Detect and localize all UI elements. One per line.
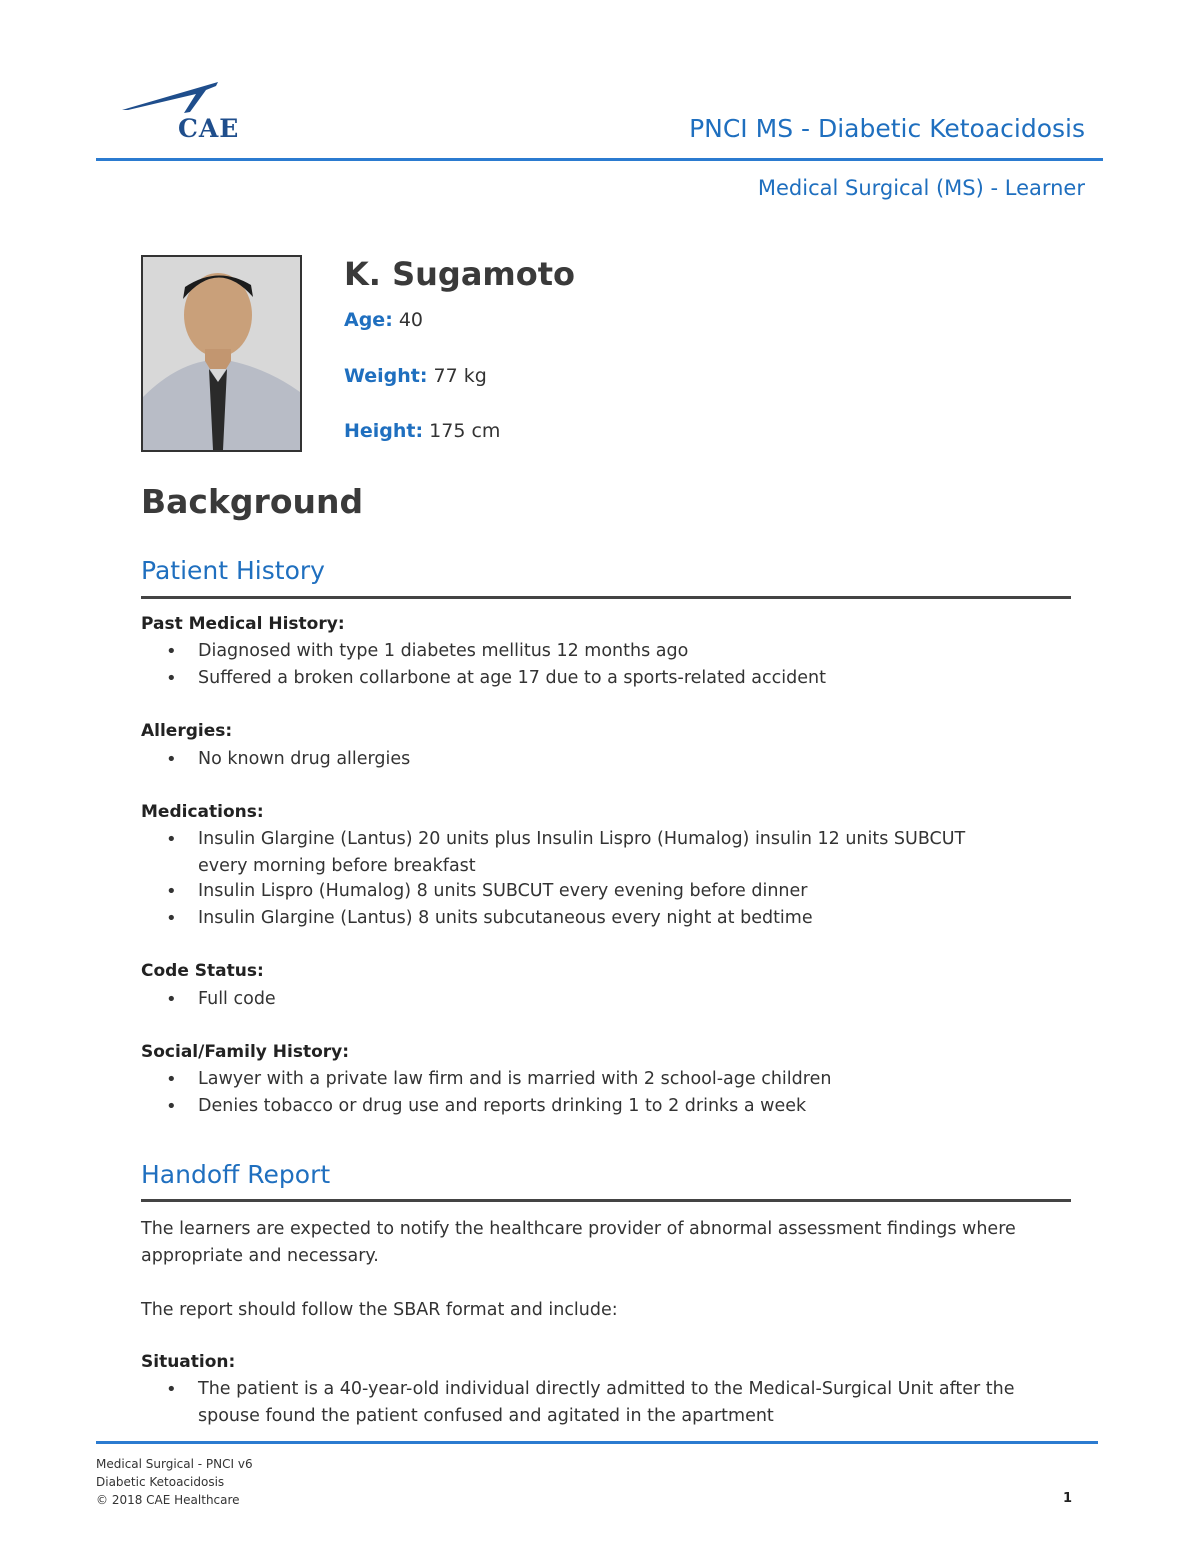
medications-label: Medications:	[141, 802, 264, 822]
patient-weight	[344, 365, 487, 387]
list-item: • Insulin Glargine (Lantus) 8 units subcutaneous every night at bedtime	[198, 905, 1078, 932]
background-heading: Background	[141, 482, 364, 521]
past-medical-label: Past Medical History:	[141, 614, 345, 634]
list-item: • Diagnosed with type 1 diabetes mellitus 12 months ago	[198, 638, 1078, 665]
situation-label: Situation:	[141, 1352, 236, 1372]
list-item: • Suffered a broken collarbone at age 17 due to a sports-related accident	[198, 665, 1078, 692]
patient-name: K. Sugamoto	[344, 255, 576, 293]
list-item: • Insulin Lispro (Humalog) 8 units SUBCUT every evening before dinner	[198, 878, 1078, 905]
patient-history-rule	[141, 596, 1071, 599]
handoff-paragraph-2: The report should follow the SBAR format and include:	[141, 1300, 618, 1320]
height-value: 175 cm	[429, 420, 501, 442]
list-item: • Lawyer with a private law firm and is married with 2 school-age children	[198, 1066, 1078, 1093]
footer-line-2: Diabetic Ketoacidosis	[96, 1475, 225, 1489]
header-rule	[96, 158, 1103, 161]
handoff-rule	[141, 1199, 1071, 1202]
footer-rule	[96, 1441, 1098, 1444]
footer-line-1: Medical Surgical - PNCI v6	[96, 1457, 253, 1471]
weight-label: Weight:	[344, 365, 428, 387]
patient-height	[344, 420, 500, 442]
age-value: 40	[398, 309, 424, 331]
document-title: PNCI MS - Diabetic Ketoacidosis	[689, 114, 1085, 143]
list-item: • Denies tobacco or drug use and reports drinking 1 to 2 drinks a week	[198, 1093, 1078, 1120]
document-subtitle: Medical Surgical (MS) - Learner	[757, 176, 1085, 200]
social-history-label: Social/Family History:	[141, 1042, 350, 1062]
age-label: Age:	[344, 309, 393, 331]
allergies-label: Allergies:	[141, 721, 233, 741]
footer-copyright: © 2018 CAE Healthcare	[96, 1493, 240, 1507]
patient-age	[344, 309, 423, 331]
height-label: Height:	[344, 420, 424, 442]
list-item: • No known drug allergies	[198, 746, 1078, 773]
patient-history-heading: Patient History	[141, 556, 325, 585]
patient-photo	[141, 255, 302, 452]
logo-text: CAE	[178, 114, 240, 143]
list-item: • Full code	[198, 986, 1078, 1013]
page-number: 1	[1062, 1491, 1072, 1506]
weight-value: 77 kg	[433, 365, 487, 387]
list-item: • Insulin Glargine (Lantus) 20 units plus Insulin Lispro (Humalog) insulin 12 units SUBCUT every morning before breakfast	[198, 826, 1018, 880]
handoff-heading: Handoff Report	[141, 1160, 331, 1189]
list-item: • The patient is a 40-year-old individual directly admitted to the Medical-Surgical Unit after the spouse found the patient confused and agitated in the apartment	[198, 1376, 1078, 1430]
handoff-paragraph-1: The learners are expected to notify the healthcare provider of abnormal assessment findings where appropriate and necessary.	[141, 1219, 1016, 1266]
cae-logo	[118, 76, 248, 142]
code-status-label: Code Status:	[141, 961, 264, 981]
